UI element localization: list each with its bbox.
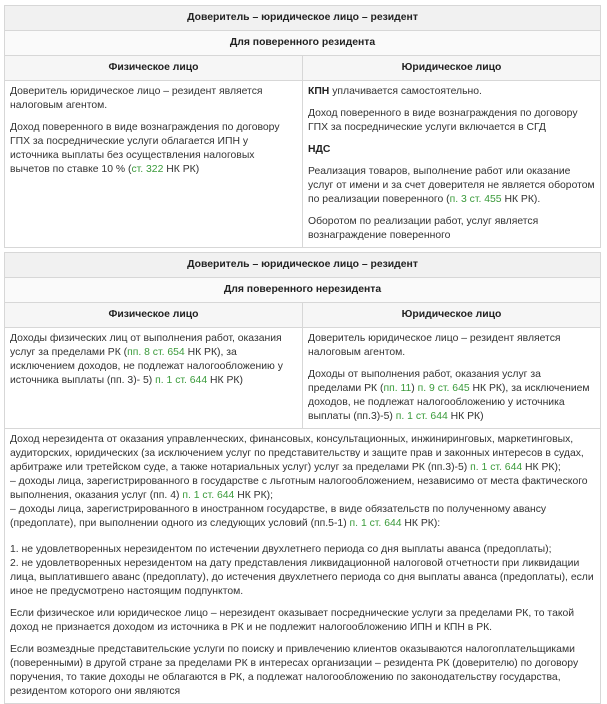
- text: НК РК);: [522, 462, 561, 473]
- table1-individual-p1: Доверитель юридическое лицо – резидент является налоговым агентом.: [10, 86, 263, 111]
- article-644-link[interactable]: п. 1 ст. 644: [349, 518, 402, 529]
- conditions-list: [10, 543, 595, 599]
- article-644-link[interactable]: п. 1 ст. 644: [182, 490, 235, 501]
- nonresident-attorney-table: [4, 252, 601, 704]
- table2-full-dash1: [10, 475, 595, 503]
- table2-full-cell: [5, 429, 601, 704]
- article-645-link[interactable]: п. 9 ст. 645: [417, 383, 470, 394]
- subparagraph-11-link[interactable]: пп. 11: [383, 383, 412, 394]
- table2-col-individual: Физическое лицо: [5, 303, 303, 328]
- kpn-label: КПН: [308, 86, 330, 97]
- article-455-link[interactable]: п. 3 ст. 455: [449, 194, 502, 205]
- text: Доходы от выполнения работ, оказания услуг за пределами РК (: [308, 369, 541, 394]
- table1-title: Доверитель – юридическое лицо – резидент: [5, 6, 601, 31]
- table1-individual-cell: [5, 81, 303, 248]
- text: ): [411, 383, 418, 394]
- table2-legal-p2: [308, 368, 595, 424]
- article-654-link[interactable]: пп. 8 ст. 654: [127, 347, 185, 358]
- text: Доход нерезидента от оказания управленческих, финансовых, консультационных, инжиниринговых, маркетинговых, аудиторских, юридических (за исключением услуг по представительству и защите прав и законных интересов в судах, арбитраже или третейском суде, а также нотариальных услуг) услуг за пределами РК (пп.3)-5): [10, 434, 584, 473]
- article-644-link[interactable]: п. 1 ст. 644: [470, 462, 523, 473]
- text: – доходы лица, зарегистрированного в иностранном государстве, в виде обязательств по полученному авансу (предоплате), при выполнении одного из следующих условий (пп.5-1): [10, 504, 547, 529]
- table2-individual-p1: [10, 332, 297, 388]
- table1-legal-kpn: [308, 85, 595, 99]
- resident-attorney-table: [4, 5, 601, 248]
- table2-title: Доверитель – юридическое лицо – резидент: [5, 253, 601, 278]
- article-644-link[interactable]: п. 1 ст. 644: [155, 375, 208, 386]
- table1-col-individual: Физическое лицо: [5, 56, 303, 81]
- table1-legal-p2: Доход поверенного в виде вознаграждения по договору ГПХ за посреднические услуги включается в СГД: [308, 108, 578, 133]
- text: НК РК);: [234, 490, 273, 501]
- text: НК РК): [207, 375, 243, 386]
- table2-full-p-last1: Если физическое или юридическое лицо – нерезидент оказывает посреднические услуги за пределами РК, то такой доход не признается доходом из источника в РК и не подлежит налогообложению ИПН и КПН в РК.: [10, 608, 575, 633]
- text: НК РК):: [401, 518, 441, 529]
- text: НК РК): [447, 411, 484, 422]
- text: НК РК).: [501, 194, 541, 205]
- article-322-link[interactable]: ст. 322: [131, 164, 164, 175]
- table1-legal-p5: Оборотом по реализации работ, услуг является вознаграждение поверенного: [308, 216, 539, 241]
- text: Доходы физических лиц от выполнения работ, оказания услуг за пределами РК (: [10, 333, 282, 358]
- table2-legal-cell: [303, 328, 601, 429]
- text: НК РК), за исключением доходов, не подлежат налогообложению у источника выплаты (пп. 3)- 5): [10, 347, 283, 386]
- article-644-link[interactable]: п. 1 ст. 644: [395, 411, 448, 422]
- table2-subtitle: Для поверенного нерезидента: [5, 278, 601, 303]
- text: НК РК), за исключением доходов, не подлежат налогообложению у источника выплаты (пп.3)-5): [308, 383, 590, 422]
- list-item: 2. не удовлетворенных нерезидентом на дату представления ликвидационной налоговой отчетности при ликвидации лица, выплатившего аванс (предоплату), до истечения двухлетнего периода со дня выплаты аванса (предоплаты), если иное не предусмотрено настоящим подпунктом.: [10, 558, 594, 597]
- text: – доходы лица, зарегистрированного в государстве с льготным налогообложением, независимо от места фактического выполнения, оказания услуг (пп. 4): [10, 476, 588, 501]
- table2-full-p-last2: Если возмездные представительские услуги по поиску и привлечению клиентов оказываются налогоплательщиками (поверенными) в другой стране за пределами РК в интересах организации – резидента РК (доверителю) по договору поручения, то такие доходы не облагаются в РК, а подлежат налогообложению по законодательству государства, резидентом которого они являются: [10, 644, 579, 697]
- table2-full-block1: [10, 433, 595, 475]
- table1-subtitle: Для поверенного резидента: [5, 31, 601, 56]
- table2-legal-p1: Доверитель юридическое лицо – резидент является налоговым агентом.: [308, 333, 561, 358]
- table1-individual-p2: [10, 121, 297, 177]
- table1-legal-cell: [303, 81, 601, 248]
- table2-col-legal: Юридическое лицо: [303, 303, 601, 328]
- table1-legal-p4: [308, 165, 595, 207]
- text: Доход поверенного в виде вознаграждения по договору ГПХ за посреднические услуги облагается ИПН у источника выплаты без осуществления налоговых вычетов по ставке 10 % (: [10, 122, 280, 175]
- text: уплачивается самостоятельно.: [329, 86, 482, 97]
- nds-label: НДС: [308, 144, 331, 155]
- list-item: 1. не удовлетворенных нерезидентом по истечении двухлетнего периода со дня выплаты аванса (предоплаты);: [10, 544, 552, 555]
- table1-col-legal: Юридическое лицо: [303, 56, 601, 81]
- table2-full-dash2: [10, 503, 595, 531]
- text: НК РК): [163, 164, 200, 175]
- text: Реализация товаров, выполнение работ или оказание услуг от имени и за счет доверителя не является оборотом по реализации поверенного (: [308, 166, 595, 205]
- table2-individual-cell: [5, 328, 303, 429]
